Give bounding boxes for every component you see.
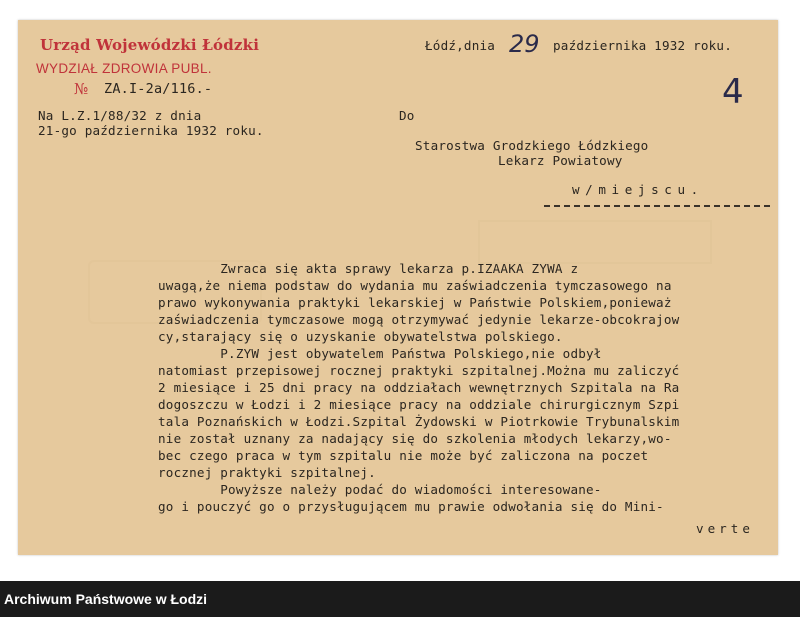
archive-footer-bar <box>0 581 800 617</box>
body-line: bec czego praca w tym szpitalu nie może być zaliczona na poczet <box>158 448 649 463</box>
body-line: cy,starający się o uzyskanie obywatelstwa polskiego. <box>158 329 563 344</box>
addressee-do: Do <box>399 108 415 123</box>
date-line-prefix: Łódź,dnia <box>425 38 496 53</box>
body-line: dogoszczu w Łodzi i 2 miesiące pracy na oddziale chirurgicznym Szpi <box>158 397 680 412</box>
body-line: nie został uznany za nadający się do szkolenia młodych lekarzy,wo- <box>158 431 672 446</box>
body-line: zaświadczenia tymczasowe mogą otrzymywać jedynie lekarze-obcokrajow <box>158 312 680 327</box>
body-line: natomiast przepisowej rocznej praktyki szpitalnej.Można mu zaliczyć <box>158 363 680 378</box>
date-line-suffix: października 1932 roku. <box>553 38 732 53</box>
stamp-office-name: Urząd Wojewódzki Łódzki <box>40 36 260 54</box>
body-line: go i pouczyć go o przysługującem mu prawie odwołania się do Mini- <box>158 499 664 514</box>
body-line: Zwraca się akta sprawy lekarza p.IZAAKA ZYWA z <box>158 261 579 276</box>
reference-line-1: Na L.Z.1/88/32 z dnia <box>38 108 202 123</box>
addressee-line-3: w/miejscu. <box>572 182 704 197</box>
handwritten-day: 29 <box>509 30 540 58</box>
body-line: 2 miesiące i 25 dni pracy na oddziałach wewnętrznych Szpitala na Ra <box>158 380 680 395</box>
archive-name: Archiwum Państwowe w Łodzi <box>4 591 208 607</box>
stamp-department: WYDZIAŁ ZDROWIA PUBL. <box>36 61 212 76</box>
bleed-through-mark <box>478 220 712 264</box>
document-paper <box>18 20 778 555</box>
addressee-underline <box>544 205 770 207</box>
stamp-number-sign: № <box>74 80 89 98</box>
body-line: P.ZYW jest obywatelem Państwa Polskiego,nie odbył <box>158 346 602 361</box>
letter-body <box>158 260 679 515</box>
addressee-line-1: Starostwa Grodzkiego Łódzkiego <box>415 138 649 153</box>
stamp-number: ZA.I-2a/116.- <box>104 81 213 97</box>
body-line: Powyższe należy podać do wiadomości interesowane- <box>158 482 602 497</box>
body-line: uwagą,że niema podstaw do wydania mu zaświadczenia tymczasowego na <box>158 278 672 293</box>
verte-note: verte <box>696 521 754 536</box>
body-line: prawo wykonywania praktyki lekarskiej w Państwie Polskiem,ponieważ <box>158 295 672 310</box>
body-line: tala Poznańskich w Łodzi.Szpital Żydowski w Piotrkowie Trybunalskim <box>158 414 680 429</box>
addressee-line-2: Lekarz Powiatowy <box>498 153 623 168</box>
handwritten-page-mark: 4 <box>722 72 744 112</box>
reference-line-2: 21-go października 1932 roku. <box>38 123 264 138</box>
body-line: rocznej praktyki szpitalnej. <box>158 465 376 480</box>
